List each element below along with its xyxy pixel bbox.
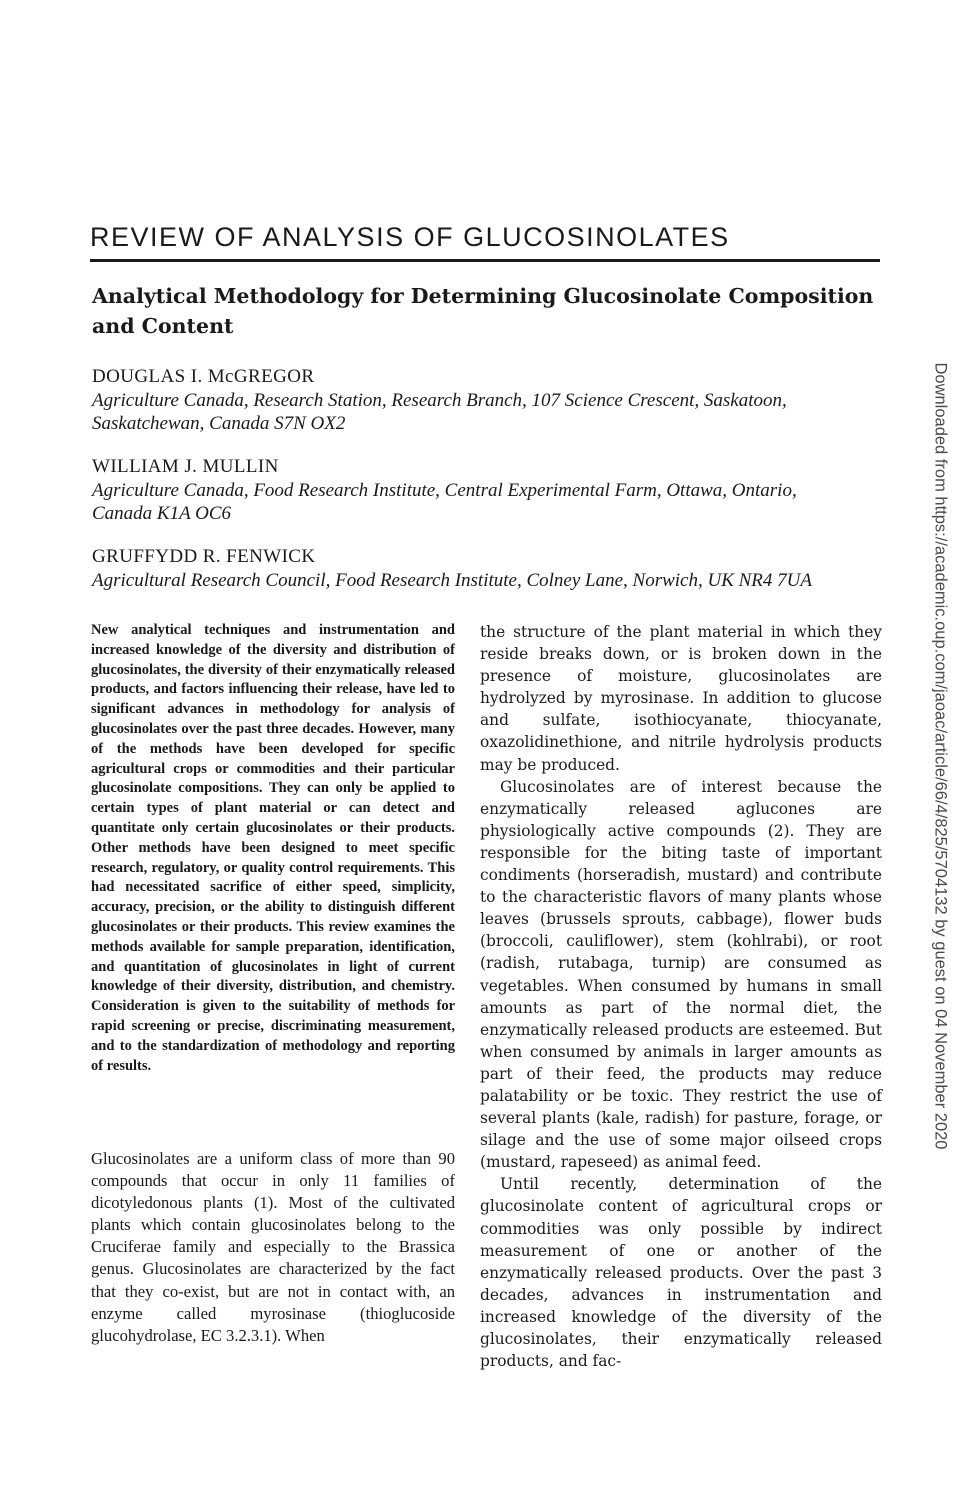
author-affiliation: Agricultural Research Council, Food Research Institute, Colney Lane, Norwich, UK NR4 7UA — [92, 570, 812, 591]
download-watermark: Downloaded from https://academic.oup.com/jaoac/article/66/4/825/5704132 by guest on 04 November 2020 — [931, 362, 950, 1150]
body-paragraph: Glucosinolates are of interest because the enzymatically released aglucones are physiologically active compounds (2). They are responsible for the biting taste of important condiments (horseradish, mustard) and contribute to the characteristic flavors of many plants whose leaves (brussels sprouts, cabbage), flower buds (broccoli, cauliflower), stem (kohlrabi), or root (radish, rutabaga, turnip) are consumed as vegetables. When consumed by humans in small amounts as part of the normal diet, the enzymatically released products are esteemed. But when consumed by animals in larger amounts as part of their feed, the products may reduce palatability or be toxic. They restrict the use of several plants (kale, radish) for pasture, forage, or silage and the use of some major oilseed crops (mustard, rapeseed) as animal feed. — [480, 777, 882, 1172]
section-header-title: REVIEW OF ANALYSIS OF GLUCOSINOLATES — [90, 222, 730, 252]
author-name: DOUGLAS I. McGREGOR — [92, 366, 315, 387]
body-paragraph: the structure of the plant material in which they reside breaks down, or is broken down in the presence of moisture, glucosinolates are hydrolyzed by myrosinase. In addition to glucose and sulfate, isothiocyanate, thiocyanate, oxazolidinethione, and nitrile hydrolysis products may be produced. — [480, 623, 882, 774]
body-paragraph: Until recently, determination of the glucosinolate content of agricultural crops or commodities was only possible by indirect measurement of one or another of the enzymatically released products. Over the past 3 decades, advances in instrumentation and increased knowledge of the diversity of the glucosinolates, their enzymatically released products, and fac- — [480, 1175, 882, 1371]
author-block-3 — [92, 545, 892, 592]
author-block-1 — [92, 365, 892, 435]
abstract: New analytical techniques and instrumentation and increased knowledge of the diversity and distribution of glucosinolates, the diversity of their enzymatically released products, and factors influencing their release, have led to significant advances in methodology for analysis of glucosinolates over the past three decades. However, many of the methods have been developed for specific agricultural crops or commodities and their particular glucosinolate compositions. They can only be applied to certain types of plant material or can detect and quantitate only certain glucosinolates or their products. Other methods have been designed to meet specific research, regulatory, or quality control requirements. This had necessitated sacrifice of either speed, simplicity, accuracy, precision, or the ability to distinguish different glucosinolates or their products. This review examines the methods available for sample preparation, identification, and quantitation of glucosinolates in light of current knowledge of their diversity, distribution, and chemistry. Consideration is given to the suitability of methods for rapid screening or precise, discriminating measurement, and to the standardization of methodology and reporting of results. — [91, 622, 455, 1074]
author-block-2 — [92, 455, 892, 525]
author-name: GRUFFYDD R. FENWICK — [92, 546, 316, 567]
body-column-right — [480, 621, 882, 1372]
author-affiliation: Agriculture Canada, Food Research Institute, Central Experimental Farm, Ottawa, Ontario, Canada K1A OC6 — [92, 480, 797, 524]
author-name: WILLIAM J. MULLIN — [92, 456, 279, 477]
author-affiliation: Agriculture Canada, Research Station, Research Branch, 107 Science Crescent, Saskatoon, Saskatchewan, Canada S7N OX2 — [92, 390, 787, 434]
header-rule — [90, 259, 880, 262]
article-title: Analytical Methodology for Determining Glucosinolate Composition and Content — [92, 284, 874, 338]
body-paragraph-left: Glucosinolates are a uniform class of more than 90 compounds that occur in only 11 families of dicotyledonous plants (1). Most of the cultivated plants which contain glucosinolates belong to the Cruciferae family and especially to the Brassica genus. Glucosinolates are characterized by the fact that they co-exist, but are not in contact with, an enzyme called myrosinase (thioglucoside glucohydrolase, EC 3.2.3.1). When — [91, 1149, 455, 1345]
